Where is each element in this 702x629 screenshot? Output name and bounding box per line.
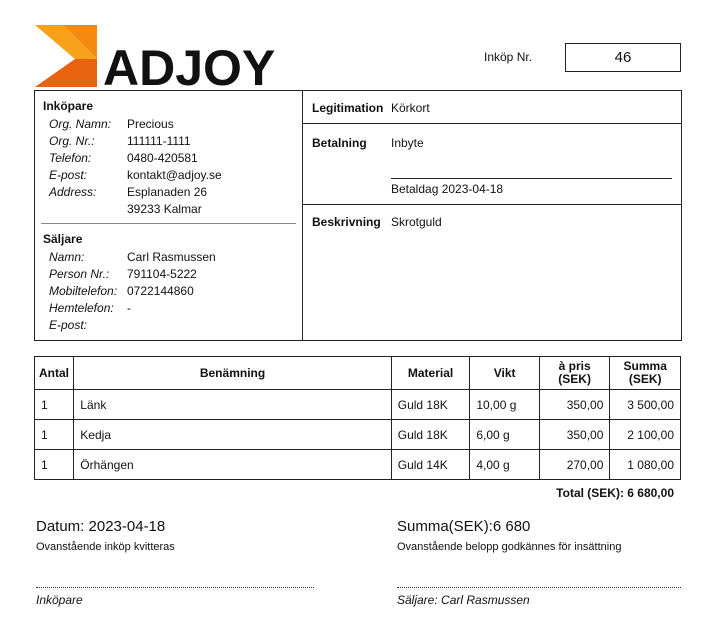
betaldag-line	[391, 178, 672, 179]
section-divider	[41, 223, 296, 224]
total-amount: Total (SEK): 6 680,00	[556, 486, 674, 500]
cell-antal: 1	[35, 390, 74, 420]
cell-vikt: 10,00 g	[470, 390, 540, 420]
buyer-label: Address:	[49, 185, 97, 199]
buyer-value: kontakt@adjoy.se	[127, 168, 222, 182]
buyer-value: 111111-1111	[127, 134, 191, 148]
details-panel	[302, 90, 682, 341]
cell-antal: 1	[35, 420, 74, 450]
inkop-nr-label: Inköp Nr.	[484, 50, 533, 64]
cell-benamning: Länk	[74, 390, 391, 420]
cell-material: Guld 18K	[391, 420, 470, 450]
datum-text: Datum: 2023-04-18	[36, 518, 166, 535]
cell-summa: 1 080,00	[610, 450, 681, 480]
buyer-title: Inköpare	[43, 99, 94, 113]
summa-subtext: Ovanstående belopp godkännes för insättning	[397, 541, 622, 553]
seller-value: -	[127, 301, 131, 315]
parties-panel	[34, 90, 303, 341]
summa-text: Summa(SEK):6 680	[397, 518, 531, 535]
seller-signature-label: Säljare: Carl Rasmussen	[397, 593, 530, 607]
seller-signature-line	[397, 587, 681, 588]
seller-label: Mobiltelefon:	[49, 284, 118, 298]
adjoy-logo	[35, 25, 276, 96]
buyer-signature-label: Inköpare	[36, 593, 83, 607]
details-divider	[302, 123, 681, 124]
seller-label: Hemtelefon:	[49, 301, 114, 315]
buyer-label: Org. Namn:	[49, 117, 112, 131]
logo-text: ADJOY	[103, 40, 276, 96]
cell-summa: 3 500,00	[610, 390, 681, 420]
table-header-row	[35, 357, 681, 390]
cell-benamning: Kedja	[74, 420, 391, 450]
cell-pris: 270,00	[539, 450, 610, 480]
buyer-value: 0480-420581	[127, 151, 198, 165]
cell-pris: 350,00	[539, 390, 610, 420]
adjoy-logo-mark-icon	[35, 25, 276, 96]
cell-pris: 350,00	[539, 420, 610, 450]
buyer-signature-line	[36, 587, 314, 588]
cell-material: Guld 18K	[391, 390, 470, 420]
buyer-value: Esplanaden 26	[127, 185, 208, 199]
seller-value: Carl Rasmussen	[127, 250, 216, 264]
seller-label: Person Nr.:	[49, 267, 110, 281]
col-header-summa: Summa (SEK)	[610, 357, 681, 390]
col-header-benamning: Benämning	[74, 357, 391, 390]
beskrivning-label: Beskrivning	[312, 215, 381, 229]
buyer-label: Org. Nr.:	[49, 134, 95, 148]
cell-summa: 2 100,00	[610, 420, 681, 450]
table-row	[35, 450, 681, 480]
table-row	[35, 420, 681, 450]
col-header-pris: à pris (SEK)	[539, 357, 610, 390]
inkop-nr-value: 46	[565, 43, 681, 72]
cell-vikt: 6,00 g	[470, 420, 540, 450]
datum-subtext: Ovanstående inköp kvitteras	[36, 541, 175, 553]
seller-title: Säljare	[43, 232, 83, 246]
betalning-label: Betalning	[312, 136, 367, 150]
cell-material: Guld 14K	[391, 450, 470, 480]
beskrivning-value: Skrotguld	[391, 215, 442, 229]
seller-value: 0722144860	[127, 284, 194, 298]
cell-antal: 1	[35, 450, 74, 480]
betalning-value: Inbyte	[391, 136, 424, 150]
betaldag-value: Betaldag 2023-04-18	[391, 182, 504, 196]
legitimation-label: Legitimation	[312, 101, 384, 115]
col-header-antal: Antal	[35, 357, 74, 390]
seller-value: 791104-5222	[127, 267, 197, 281]
details-divider	[302, 204, 681, 205]
col-header-vikt: Vikt	[470, 357, 540, 390]
cell-vikt: 4,00 g	[470, 450, 540, 480]
buyer-value: 39233 Kalmar	[127, 202, 202, 216]
buyer-value: Precious	[127, 117, 174, 131]
items-table	[34, 356, 681, 480]
cell-benamning: Örhängen	[74, 450, 391, 480]
legitimation-value: Körkort	[391, 101, 430, 115]
buyer-label: E-post:	[49, 168, 88, 182]
buyer-label: Telefon:	[49, 151, 92, 165]
col-header-material: Material	[391, 357, 470, 390]
table-row	[35, 390, 681, 420]
seller-label: E-post:	[49, 318, 88, 332]
seller-label: Namn:	[49, 250, 85, 264]
